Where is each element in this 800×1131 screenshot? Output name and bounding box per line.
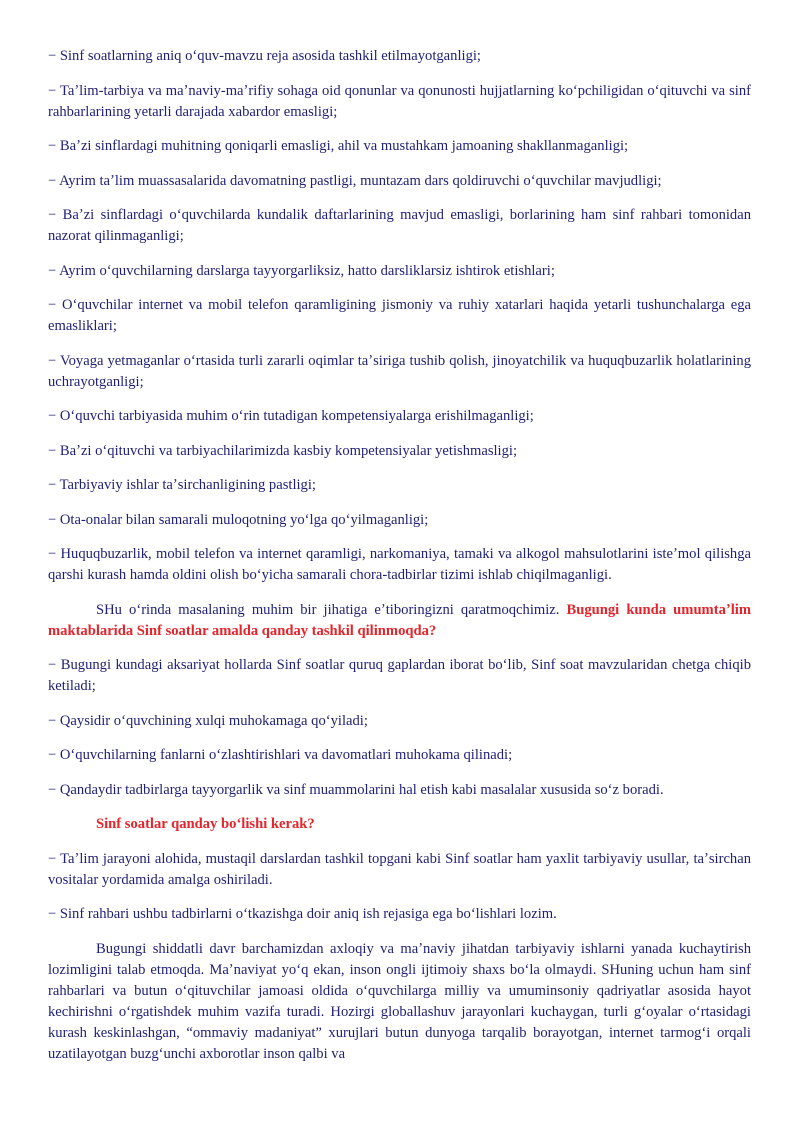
list-item: − Sinf soatlarning aniq oʻquv-mavzu reja asosida tashkil etilmayotganligi; — [48, 48, 481, 64]
list-item: − Baʼzi sinflardagi oʻquvchilarda kundalik daftarlarining mavjud emasligi, borlarining ham sinf rahbari tomonidan nazorat qilinmaganligi; — [48, 207, 751, 244]
closing-paragraph: Bugungi shiddatli davr barchamizdan axloqiy va maʼnaviy jihatdan tarbiyaviy ishlarni yanada kuchaytirish lozimligini talab etmoqda. Maʼnaviyat yoʻq ekan, inson ongli ijtimoiy shaxs boʻla olmaydi. SHuning uchun ham sinf rahbarlari va butun oʻqituvchilar jamoasi oldida oʻquvchilarga milliy va umuminsoniy qadriyatlar asosida hayot kechirishni oʻrgatishdek muhim vazifa turadi. Hozirgi globallashuv jarayonlari kuchaygan, turli gʻoyalar oʻrtasidagi kurash keskinlashgan, “ommaviy madaniyat” xurujlari butun dunyoga tarqalib borayotgan, internet tarmogʻi orqali uzatilayotgan buzgʻunchi axborotlar inson qalbi va — [48, 940, 751, 1062]
list-item: − Baʼzi sinflardagi muhitning qoniqarli emasligi, ahil va mustahkam jamoaning shakllanmaganligi; — [48, 138, 629, 154]
recommendations-list — [48, 849, 751, 926]
section-heading: Sinf soatlar qanday boʻlishi kerak? — [96, 816, 315, 832]
list-item: − Qandaydir tadbirlarga tayyorgarlik va sinf muammolarini hal etish kabi masalalar xususida soʻz boradi. — [48, 781, 664, 798]
problems-list — [48, 46, 751, 586]
document-page — [48, 46, 751, 1078]
list-item: − Ayrim taʼlim muassasalarida davomatning pastligi, muntazam dars qoldiruvchi oʻquvchilar mavjudligi; — [48, 172, 662, 189]
list-item: − Oʻquvchilar internet va mobil telefon qaramligining jismoniy va ruhiy xatarlari haqida yetarli tushunchalarga ega emasliklari; — [48, 297, 751, 334]
question-paragraph — [48, 600, 751, 642]
list-item: − Tarbiyaviy ishlar taʼsirchanligining pastligi; — [48, 477, 316, 493]
list-item: − Oʻquvchilarning fanlarni oʻzlashtirishlari va davomatlari muhokama qilinadi; — [48, 747, 513, 763]
list-item: − Taʼlim-tarbiya va maʼnaviy-maʼrifiy sohaga oid qonunlar va qonunosti hujjatlarning koʻpchiligidan oʻqituvchi va sinf rahbarlarining yetarli darajada xabardor emasligi; — [48, 82, 751, 120]
list-item: − Ota-onalar bilan samarali muloqotning yoʻlga qoʻyilmaganligi; — [48, 511, 429, 528]
highlighted-question: Bugungi kunda umumtaʼlim maktablarida Sinf soatlar amalda qanday tashkil qilinmoqda? — [48, 601, 751, 639]
list-item: − Baʼzi oʻqituvchi va tarbiyachilarimizda kasbiy kompetensiyalar yetishmasligi; — [48, 442, 518, 459]
list-item: − Sinf rahbari ushbu tadbirlarni oʻtkazishga doir aniq ish rejasiga ega boʻlishlari lozim. — [48, 906, 557, 922]
paragraph-text: SHu oʻrinda masalaning muhim bir jihatiga eʼtiboringizni qaratmoqchimiz. — [96, 601, 567, 618]
list-item: − Huquqbuzarlik, mobil telefon va internet qaramligi, narkomaniya, tamaki va alkogol mahsulotlarini isteʼmol qilishga qarshi kurash hamda oldini olish boʻyicha samarali chora-tadbirlar tizimi ishlab chiqilmaganligi. — [48, 546, 751, 583]
list-item: − Taʼlim jarayoni alohida, mustaqil darslardan tashkil topgani kabi Sinf soatlar ham yaxlit tarbiyaviy usullar, taʼsirchan vositalar yordamida amalga oshiriladi. — [48, 850, 751, 888]
list-item: − Ayrim oʻquvchilarning darslarga tayyorgarliksiz, hatto darsliklarsiz ishtirok etishlari; — [48, 262, 555, 279]
current-practice-list — [48, 655, 751, 801]
list-item: − Voyaga yetmaganlar oʻrtasida turli zararli oqimlar taʼsiriga tushib qolish, jinoyatchilik va huquqbuzarlik holatlarining uchrayotganligi; — [48, 352, 751, 390]
list-item: − Oʻquvchi tarbiyasida muhim oʻrin tutadigan kompetensiyalarga erishilmaganligi; — [48, 408, 534, 424]
list-item: − Bugungi kundagi aksariyat hollarda Sinf soatlar quruq gaplardan iborat boʻlib, Sinf soat mavzularidan chetga chiqib ketiladi; — [48, 657, 751, 694]
list-item: − Qaysidir oʻquvchining xulqi muhokamaga qoʻyiladi; — [48, 712, 368, 729]
